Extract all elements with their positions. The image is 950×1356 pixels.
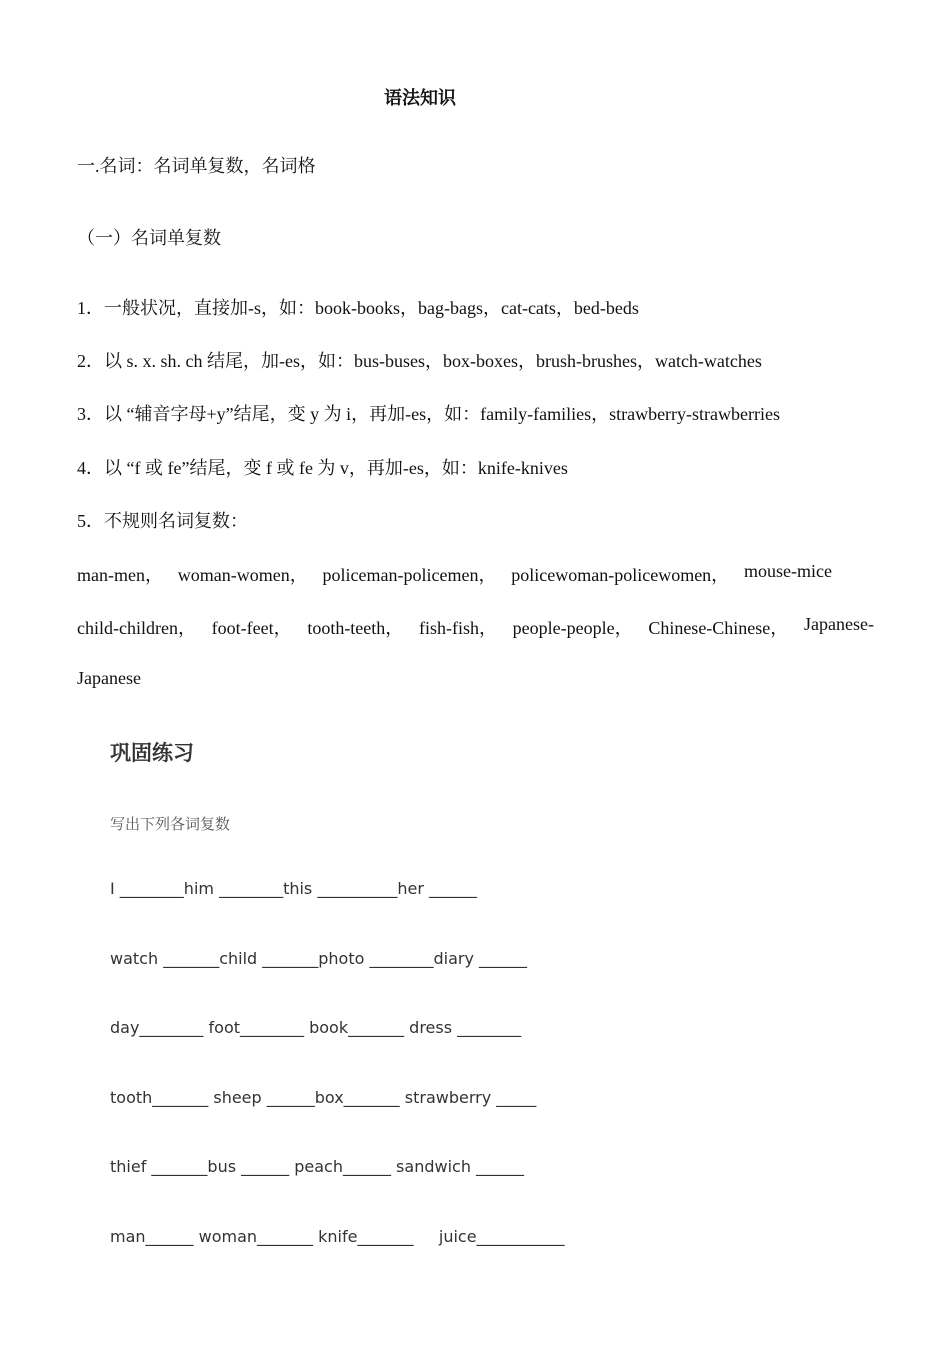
irregular-item: policewoman-policewomen， <box>511 565 730 585</box>
irregular-item: foot-feet， <box>211 618 292 638</box>
irregular-item: woman-women， <box>177 565 308 585</box>
exercise-row: thief _______bus ______ peach______ sandwich ______ <box>110 1157 525 1176</box>
rule-4: 4．以 “f 或 fe”结尾，变 f 或 fe 为 v，再加-es，如：knife-knives <box>77 458 568 478</box>
practice-instruction: 写出下列各词复数 <box>110 815 231 833</box>
irregular-plurals-line-1 <box>77 561 874 587</box>
irregular-plurals-line-2 <box>77 614 874 640</box>
rule-3: 3．以 “辅音字母+y”结尾，变 y 为 i，再加-es，如：family-families，strawberry-strawberries <box>77 404 780 424</box>
section-heading: 一.名词：名词单复数，名词格 <box>77 156 316 176</box>
exercise-row: man______ woman_______ knife_______ juice___________ <box>110 1227 565 1246</box>
irregular-plurals-line-3: Japanese <box>77 668 141 688</box>
irregular-item: people-people， <box>512 618 633 638</box>
document-title: 语法知识 <box>384 88 456 108</box>
exercise-row: day________ foot________ book_______ dress ________ <box>110 1018 522 1037</box>
irregular-item: tooth-teeth， <box>307 618 404 638</box>
rule-5: 5．不规则名词复数： <box>77 511 248 531</box>
exercise-row: tooth_______ sheep ______box_______ strawberry _____ <box>110 1088 537 1107</box>
irregular-item: child-children， <box>77 618 196 638</box>
irregular-item: mouse-mice <box>743 561 832 581</box>
irregular-item: Japanese- <box>803 614 874 634</box>
rule-1: 1．一般状况，直接加-s，如：book-books，bag-bags，cat-cats，bed-beds <box>77 298 639 318</box>
subsection-heading: （一）名词单复数 <box>77 228 221 248</box>
irregular-item: policeman-policemen， <box>322 565 497 585</box>
rule-2: 2．以 s. x. sh. ch 结尾，加-es，如：bus-buses，box-boxes，brush-brushes，watch-watches <box>77 351 762 371</box>
exercise-row: I ________him ________this __________her ______ <box>110 879 477 898</box>
irregular-item: Chinese-Chinese， <box>648 618 789 638</box>
irregular-item: fish-fish， <box>418 618 497 638</box>
exercise-row: watch _______child _______photo ________diary ______ <box>110 949 528 968</box>
irregular-item: man-men， <box>77 565 163 585</box>
practice-title: 巩固练习 <box>110 741 194 765</box>
